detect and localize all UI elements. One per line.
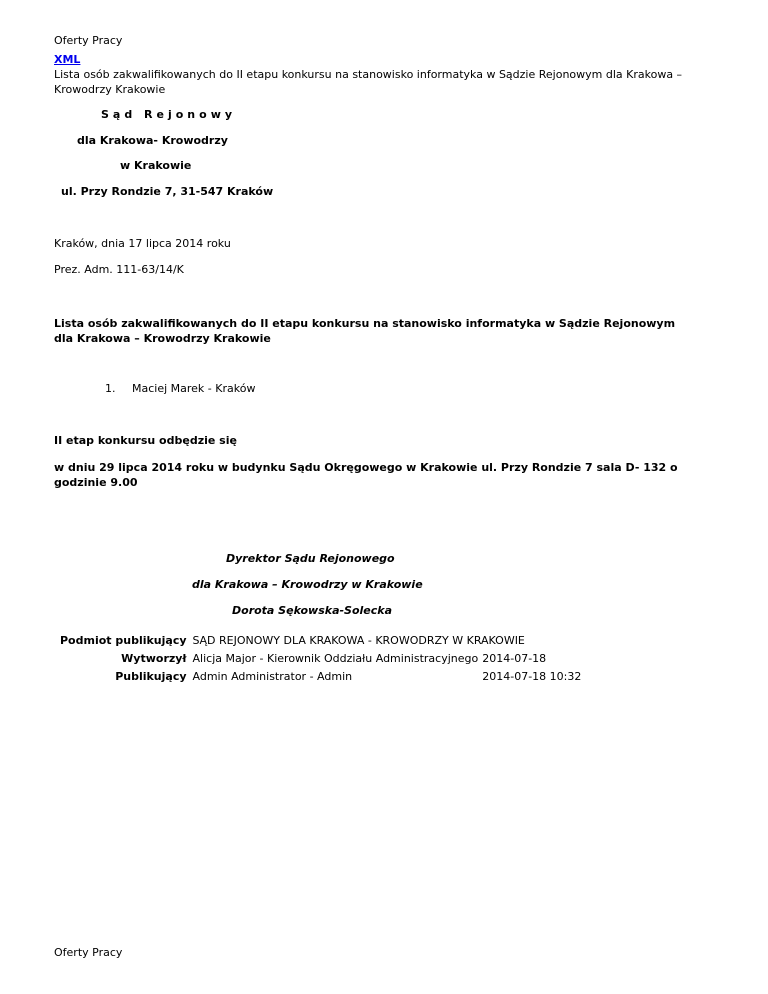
date-line: Kraków, dnia 17 lipca 2014 roku (54, 237, 231, 250)
letterhead-district: dla Krakowa- Krowodrzy (77, 134, 228, 147)
metadata-table (58, 634, 583, 688)
creator-value: Alicja Major - Kierownik Oddziału Administracyjnego (192, 652, 479, 665)
page-title: Lista osób zakwalifikowanych do II etapu konkursu na stanowisko informatyka w Sądzie Rejonowym dla Krakowa – Krowodrzy Krakowie (54, 68, 683, 96)
stage-details: w dniu 29 lipca 2014 roku w budynku Sądu Okręgowego w Krakowie ul. Przy Rondzie 7 sala D- 132 o godzinie 9.00 (54, 461, 678, 489)
publishing-label: Publikujący (115, 670, 187, 683)
metadata-row-creator (58, 652, 583, 670)
signature-department: dla Krakowa – Krowodrzy w Krakowie (192, 578, 423, 591)
creator-label: Wytworzył (121, 652, 187, 665)
publishing-value: Admin Administrator - Admin (192, 670, 353, 683)
signature-title: Dyrektor Sądu Rejonowego (226, 552, 395, 565)
metadata-row-publishing (58, 670, 583, 688)
publisher-value: SĄD REJONOWY DLA KRAKOWA - KROWODRZY W KRAKOWIE (192, 634, 525, 647)
reference-number: Prez. Adm. 111-63/14/K (54, 263, 184, 276)
publisher-label: Podmiot publikujący (60, 634, 187, 647)
xml-link[interactable]: XML (54, 53, 81, 66)
candidate-number: 1. (105, 382, 116, 395)
letterhead-court-name: Sąd Rejonowy (101, 108, 237, 121)
creator-date: 2014-07-18 (482, 652, 547, 665)
publishing-date: 2014-07-18 10:32 (482, 670, 582, 683)
site-title-footer: Oferty Pracy (54, 946, 123, 959)
site-title-header: Oferty Pracy (54, 34, 123, 47)
metadata-row-publisher (58, 634, 583, 652)
document-heading: Lista osób zakwalifikowanych do II etapu konkursu na stanowisko informatyka w Sądzie Rejonowym dla Krakowa – Krowodrzy Krakowie (54, 317, 676, 345)
stage-heading: II etap konkursu odbędzie się (54, 434, 237, 447)
letterhead-city: w Krakowie (120, 159, 192, 172)
signature-name: Dorota Sękowska-Solecka (232, 604, 393, 617)
letterhead-address: ul. Przy Rondzie 7, 31-547 Kraków (61, 185, 274, 198)
candidate-name: Maciej Marek - Kraków (132, 382, 256, 395)
